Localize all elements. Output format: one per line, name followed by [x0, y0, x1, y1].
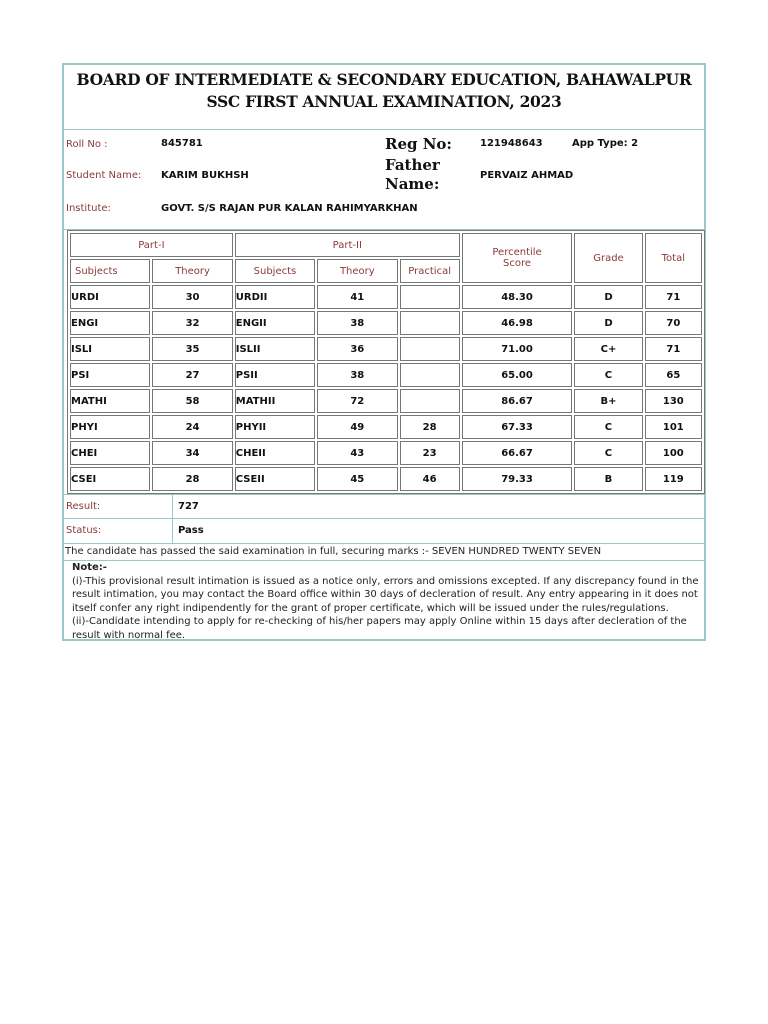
total-cell: 71: [645, 285, 702, 309]
table-row: [70, 467, 702, 491]
subject-part1: PSI: [70, 363, 150, 387]
note-block: [72, 561, 702, 642]
total-cell: 100: [645, 441, 702, 465]
grade-cell: D: [574, 311, 642, 335]
table-row: [70, 285, 702, 309]
percentile-cell: 67.33: [462, 415, 573, 439]
theory-part2: 43: [317, 441, 397, 465]
status-value: Pass: [178, 525, 204, 536]
subject-part2: MATHII: [235, 389, 315, 413]
student-value: KARIM BUKHSH: [161, 170, 249, 181]
subject-part1: ISLI: [70, 337, 150, 361]
total-cell: 70: [645, 311, 702, 335]
theory-part2: 38: [317, 363, 397, 387]
institute-value: GOVT. S/S RAJAN PUR KALAN RAHIMYARKHAN: [161, 203, 418, 214]
theory-part2: 38: [317, 311, 397, 335]
subjects-header-2: Subjects: [235, 259, 315, 283]
total-cell: 71: [645, 337, 702, 361]
status-label: Status:: [66, 525, 102, 536]
theory-part1: 34: [152, 441, 232, 465]
total-cell: 119: [645, 467, 702, 491]
percentile-cell: 46.98: [462, 311, 573, 335]
reg-value: 121948643: [480, 138, 543, 149]
subject-part1: MATHI: [70, 389, 150, 413]
grade-header: Grade: [574, 233, 642, 283]
subject-part1: PHYI: [70, 415, 150, 439]
note-line-2: (ii)-Candidate intending to apply for re-checking of his/her papers may apply Online within 15 days after decleration of the result with normal fee.: [72, 616, 687, 641]
subject-part1: URDI: [70, 285, 150, 309]
percentile-cell: 48.30: [462, 285, 573, 309]
theory-part2: 49: [317, 415, 397, 439]
note-line-1: (i)-This provisional result intimation is issued as a notice only, errors and omissions excepted. If any discrepancy found in the result intimation, you may contact the Board office within 30 days of decleration of result. Any entry appearing in it does not itself confer any right indipendently for the grant of proper certificate, which will be issued under the rules/regulations.: [72, 575, 699, 614]
reg-label: Reg No:: [385, 135, 452, 153]
theory-part2: 41: [317, 285, 397, 309]
practical-part2: 23: [400, 441, 460, 465]
grade-cell: C: [574, 363, 642, 387]
theory-part1: 35: [152, 337, 232, 361]
grade-cell: D: [574, 285, 642, 309]
total-header: Total: [645, 233, 702, 283]
status-divider: [172, 519, 173, 543]
institute-label: Institute:: [66, 203, 111, 214]
table-row: [70, 363, 702, 387]
subject-part1: ENGI: [70, 311, 150, 335]
theory-part2: 36: [317, 337, 397, 361]
practical-part2: [400, 311, 460, 335]
grade-cell: C: [574, 441, 642, 465]
theory-header-2: Theory: [317, 259, 397, 283]
subject-part2: PHYII: [235, 415, 315, 439]
theory-part1: 32: [152, 311, 232, 335]
table-row: [70, 389, 702, 413]
subject-part1: CSEI: [70, 467, 150, 491]
percentile-cell: 71.00: [462, 337, 573, 361]
father-label-2: Name:: [385, 175, 440, 193]
percentile-cell: 86.67: [462, 389, 573, 413]
table-row: [70, 415, 702, 439]
subject-part2: PSII: [235, 363, 315, 387]
roll-value: 845781: [161, 138, 203, 149]
theory-part1: 27: [152, 363, 232, 387]
theory-part1: 24: [152, 415, 232, 439]
total-cell: 65: [645, 363, 702, 387]
board-title: BOARD OF INTERMEDIATE & SECONDARY EDUCATION, BAHAWALPUR: [76, 70, 692, 89]
subject-part2: CSEII: [235, 467, 315, 491]
subject-part2: ISLII: [235, 337, 315, 361]
result-row: [64, 494, 704, 519]
grade-cell: B+: [574, 389, 642, 413]
percentile-cell: 65.00: [462, 363, 573, 387]
theory-part1: 30: [152, 285, 232, 309]
student-label: Student Name:: [66, 170, 142, 181]
status-row: [64, 518, 704, 543]
part2-header: Part-II: [235, 233, 460, 257]
total-cell: 101: [645, 415, 702, 439]
practical-part2: [400, 363, 460, 387]
father-label-1: Father: [385, 156, 440, 174]
subject-part2: URDII: [235, 285, 315, 309]
app-type: App Type: 2: [572, 138, 639, 149]
percentile-label-1: Percentile: [492, 247, 542, 258]
subject-part2: ENGII: [235, 311, 315, 335]
subjects-header-1: Subjects: [70, 259, 150, 283]
exam-title: SSC FIRST ANNUAL EXAMINATION, 2023: [206, 92, 562, 111]
percentile-label-2: Score: [503, 258, 532, 269]
grade-cell: C+: [574, 337, 642, 361]
theory-part1: 58: [152, 389, 232, 413]
table-row: [70, 311, 702, 335]
table-row: [70, 441, 702, 465]
marks-table: [67, 230, 705, 494]
percentile-cell: 79.33: [462, 467, 573, 491]
subject-part2: CHEII: [235, 441, 315, 465]
percentile-header: [462, 233, 573, 283]
practical-header: Practical: [400, 259, 460, 283]
result-label: Result:: [66, 501, 101, 512]
header: [64, 65, 704, 130]
result-divider: [172, 495, 173, 519]
theory-part2: 72: [317, 389, 397, 413]
result-value: 727: [178, 501, 199, 512]
theory-header-1: Theory: [152, 259, 232, 283]
result-card: [62, 63, 706, 641]
practical-part2: 46: [400, 467, 460, 491]
subject-part1: CHEI: [70, 441, 150, 465]
part1-header: Part-I: [70, 233, 233, 257]
theory-part1: 28: [152, 467, 232, 491]
grade-cell: B: [574, 467, 642, 491]
practical-part2: [400, 389, 460, 413]
practical-part2: [400, 285, 460, 309]
percentile-cell: 66.67: [462, 441, 573, 465]
father-value: PERVAIZ AHMAD: [480, 170, 574, 181]
theory-part2: 45: [317, 467, 397, 491]
practical-part2: [400, 337, 460, 361]
passed-statement: The candidate has passed the said examination in full, securing marks :- SEVEN HUNDRED TWENTY SEVEN: [64, 543, 705, 561]
total-cell: 130: [645, 389, 702, 413]
grade-cell: C: [574, 415, 642, 439]
note-title: Note:-: [72, 562, 107, 573]
practical-part2: 28: [400, 415, 460, 439]
table-row: [70, 337, 702, 361]
roll-label: Roll No :: [66, 139, 108, 150]
